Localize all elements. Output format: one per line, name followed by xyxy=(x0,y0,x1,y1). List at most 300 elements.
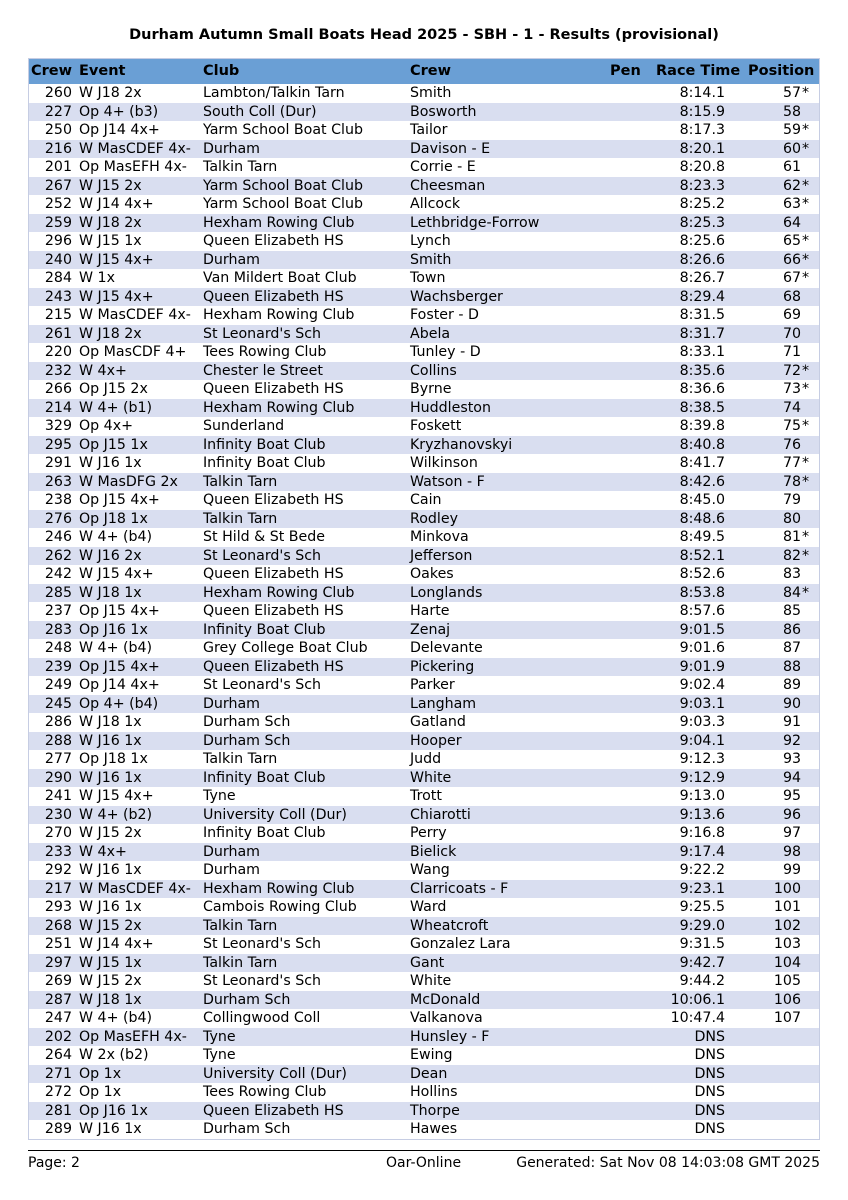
cell-race-time: 10:06.1 xyxy=(670,991,725,1008)
cell-race-time: 9:23.1 xyxy=(679,880,725,897)
cell-crew-number: 272 xyxy=(44,1084,72,1100)
cell-position: 86 xyxy=(782,621,801,638)
cell-position: 66 xyxy=(782,251,801,268)
cell-event: W 4+ (b4) xyxy=(79,1010,153,1026)
table-row xyxy=(29,473,819,492)
cell-position: 59 xyxy=(782,122,801,138)
table-row xyxy=(29,1120,819,1139)
cell-club: St Leonard's Sch xyxy=(203,936,322,952)
table-row xyxy=(29,991,819,1010)
table-row xyxy=(29,1065,819,1084)
table-row xyxy=(29,639,819,658)
cell-crew-number: 233 xyxy=(44,843,72,860)
cell-race-time: 9:13.6 xyxy=(679,806,725,823)
cell-crew-number: 220 xyxy=(44,344,72,360)
cell-crew: Rodley xyxy=(410,510,458,527)
cell-crew-number: 240 xyxy=(44,251,72,268)
cell-crew-number: 288 xyxy=(44,732,72,749)
footer-source: Oar-Online xyxy=(386,1155,462,1171)
cell-crew: Davison - E xyxy=(410,140,491,157)
cell-position: 70 xyxy=(782,325,801,342)
cell-event: W 2x (b2) xyxy=(79,1047,149,1063)
cell-event: Op J15 2x xyxy=(79,381,148,397)
cell-club: St Leonard's Sch xyxy=(203,677,322,693)
table-row xyxy=(29,658,819,677)
cell-crew: Delevante xyxy=(410,640,483,656)
table-row xyxy=(29,547,819,566)
cell-provisional-mark: * xyxy=(802,122,810,138)
cell-crew: Smith xyxy=(410,85,452,101)
cell-race-time: 8:57.6 xyxy=(679,603,725,619)
cell-club: Cambois Rowing Club xyxy=(203,899,357,915)
table-row xyxy=(29,362,819,381)
cell-crew-number: 250 xyxy=(44,122,72,138)
table-row xyxy=(29,140,819,159)
cell-club: Yarm School Boat Club xyxy=(203,122,363,138)
table-row xyxy=(29,325,819,344)
cell-position: 93 xyxy=(782,751,801,767)
table-body xyxy=(29,84,819,1139)
cell-crew-number: 238 xyxy=(44,492,72,508)
cell-crew-number: 270 xyxy=(44,825,72,841)
cell-club: Infinity Boat Club xyxy=(203,769,326,786)
generated-timestamp: Generated: Sat Nov 08 14:03:08 GMT 2025 xyxy=(516,1155,820,1171)
table-row xyxy=(29,288,819,307)
cell-position: 73 xyxy=(782,381,801,397)
table-row xyxy=(29,843,819,862)
cell-event: W 1x xyxy=(79,270,115,286)
cell-crew: Valkanova xyxy=(410,1010,483,1026)
cell-race-time: 8:25.6 xyxy=(679,233,725,249)
cell-race-time: 8:48.6 xyxy=(679,510,725,527)
table-row xyxy=(29,306,819,325)
cell-crew-number: 277 xyxy=(44,751,72,767)
cell-event: W J18 2x xyxy=(79,214,142,231)
cell-position: 62 xyxy=(782,177,801,194)
table-row xyxy=(29,1102,819,1121)
cell-position: 102 xyxy=(773,917,801,934)
table-row xyxy=(29,750,819,769)
cell-race-time: 8:25.2 xyxy=(679,196,725,212)
cell-race-time: DNS xyxy=(694,1121,725,1137)
cell-club: Durham Sch xyxy=(203,714,291,730)
table-row xyxy=(29,917,819,936)
cell-position: 107 xyxy=(773,1010,801,1026)
cell-crew-number: 285 xyxy=(44,584,72,601)
cell-position: 60 xyxy=(782,140,801,157)
page-number: Page: 2 xyxy=(28,1155,80,1171)
cell-crew-number: 268 xyxy=(44,917,72,934)
cell-club: Durham xyxy=(203,843,261,860)
table-row xyxy=(29,417,819,436)
table-row xyxy=(29,454,819,473)
table-row xyxy=(29,251,819,270)
cell-club: Queen Elizabeth HS xyxy=(203,288,344,305)
table-row xyxy=(29,769,819,788)
cell-crew-number: 241 xyxy=(44,788,72,804)
cell-crew-number: 245 xyxy=(44,695,72,712)
cell-crew-number: 264 xyxy=(44,1047,72,1063)
cell-crew: Kryzhanovskyi xyxy=(410,436,513,453)
cell-event: Op 1x xyxy=(79,1065,122,1082)
cell-club: University Coll (Dur) xyxy=(203,806,347,823)
cell-crew: White xyxy=(410,973,452,989)
cell-race-time: 8:33.1 xyxy=(679,344,725,360)
cell-position: 85 xyxy=(782,603,801,619)
cell-position: 61 xyxy=(782,159,801,175)
cell-crew-number: 271 xyxy=(44,1065,72,1082)
table-row xyxy=(29,214,819,233)
cell-position: 72 xyxy=(782,362,801,379)
table-row xyxy=(29,898,819,917)
cell-race-time: 8:26.7 xyxy=(679,270,725,286)
cell-club: Infinity Boat Club xyxy=(203,455,326,471)
cell-crew-number: 261 xyxy=(44,325,72,342)
table-row xyxy=(29,732,819,751)
table-row xyxy=(29,935,819,954)
cell-crew-number: 259 xyxy=(44,214,72,231)
cell-club: Durham xyxy=(203,695,261,712)
cell-event: Op J15 4x+ xyxy=(79,492,160,508)
cell-position: 101 xyxy=(773,899,801,915)
table-row xyxy=(29,806,819,825)
cell-crew-number: 269 xyxy=(44,973,72,989)
cell-event: Op 4+ (b4) xyxy=(79,695,159,712)
cell-provisional-mark: * xyxy=(802,455,810,471)
cell-club: Queen Elizabeth HS xyxy=(203,658,344,675)
cell-club: Talkin Tarn xyxy=(203,954,278,971)
cell-race-time: 8:31.5 xyxy=(679,307,725,323)
cell-crew-number: 217 xyxy=(44,880,72,897)
cell-race-time: DNS xyxy=(694,1028,725,1045)
cell-crew-number: 239 xyxy=(44,658,72,675)
cell-event: Op MasEFH 4x- xyxy=(79,159,187,175)
cell-club: South Coll (Dur) xyxy=(203,103,317,120)
table-row xyxy=(29,380,819,399)
cell-event: W J16 1x xyxy=(79,1121,142,1137)
cell-position: 95 xyxy=(782,788,801,804)
cell-position: 98 xyxy=(782,843,801,860)
cell-crew: Allcock xyxy=(410,196,461,212)
cell-club: Yarm School Boat Club xyxy=(203,177,363,194)
cell-crew: Trott xyxy=(410,788,442,804)
cell-provisional-mark: * xyxy=(802,584,810,601)
cell-race-time: DNS xyxy=(694,1102,725,1119)
cell-race-time: 8:49.5 xyxy=(679,529,725,545)
cell-crew: Pickering xyxy=(410,658,475,675)
cell-crew-number: 237 xyxy=(44,603,72,619)
header-pen: Pen xyxy=(610,63,641,79)
cell-crew-number: 291 xyxy=(44,455,72,471)
cell-crew-number: 287 xyxy=(44,991,72,1008)
cell-event: W J18 1x xyxy=(79,991,142,1008)
cell-race-time: DNS xyxy=(694,1047,725,1063)
cell-crew: Hunsley - F xyxy=(410,1028,490,1045)
cell-event: W J16 1x xyxy=(79,899,142,915)
cell-club: St Leonard's Sch xyxy=(203,973,322,989)
cell-club: Tyne xyxy=(203,1047,236,1063)
cell-event: W J15 2x xyxy=(79,177,142,194)
table-row xyxy=(29,584,819,603)
cell-crew-number: 232 xyxy=(44,362,72,379)
cell-event: W J15 2x xyxy=(79,973,142,989)
cell-event: W J18 1x xyxy=(79,584,142,601)
cell-position: 77 xyxy=(782,455,801,471)
cell-crew-number: 246 xyxy=(44,529,72,545)
cell-event: Op J16 1x xyxy=(79,621,148,638)
cell-club: Chester le Street xyxy=(203,362,323,379)
cell-event: W MasDFG 2x xyxy=(79,473,178,490)
cell-crew: Lynch xyxy=(410,233,451,249)
cell-position: 99 xyxy=(782,862,801,878)
cell-crew: Wilkinson xyxy=(410,455,478,471)
cell-event: Op J15 4x+ xyxy=(79,603,160,619)
table-row xyxy=(29,528,819,547)
cell-race-time: DNS xyxy=(694,1084,725,1100)
table-row xyxy=(29,602,819,621)
cell-race-time: 8:14.1 xyxy=(679,85,725,101)
cell-crew-number: 293 xyxy=(44,899,72,915)
footer-divider xyxy=(28,1150,820,1151)
table-row xyxy=(29,103,819,122)
cell-position: 104 xyxy=(773,954,801,971)
cell-race-time: 8:15.9 xyxy=(679,103,725,120)
cell-crew-number: 295 xyxy=(44,436,72,453)
cell-crew-number: 227 xyxy=(44,103,72,120)
cell-club: Queen Elizabeth HS xyxy=(203,1102,344,1119)
table-row xyxy=(29,269,819,288)
cell-event: W MasCDEF 4x- xyxy=(79,140,191,157)
cell-race-time: 8:52.1 xyxy=(679,547,725,564)
cell-event: W J15 4x+ xyxy=(79,788,154,804)
cell-race-time: 10:47.4 xyxy=(670,1010,725,1026)
cell-crew-number: 248 xyxy=(44,640,72,656)
table-row xyxy=(29,343,819,362)
cell-club: Talkin Tarn xyxy=(203,510,278,527)
cell-event: W 4x+ xyxy=(79,362,127,379)
cell-crew: Gant xyxy=(410,954,445,971)
cell-provisional-mark: * xyxy=(802,381,810,397)
cell-crew-number: 292 xyxy=(44,862,72,878)
cell-crew: Thorpe xyxy=(410,1102,460,1119)
cell-position: 105 xyxy=(773,973,801,989)
cell-crew: Huddleston xyxy=(410,399,491,416)
cell-club: Durham Sch xyxy=(203,1121,291,1137)
cell-crew: Collins xyxy=(410,362,457,379)
cell-club: Talkin Tarn xyxy=(203,917,278,934)
cell-crew: White xyxy=(410,769,452,786)
cell-race-time: 8:20.1 xyxy=(679,140,725,157)
cell-position: 67 xyxy=(782,270,801,286)
cell-position: 92 xyxy=(782,732,801,749)
cell-position: 100 xyxy=(773,880,801,897)
cell-club: Tyne xyxy=(203,788,236,804)
cell-race-time: 9:12.9 xyxy=(679,769,725,786)
cell-crew-number: 260 xyxy=(44,85,72,101)
cell-position: 106 xyxy=(773,991,801,1008)
cell-crew-number: 297 xyxy=(44,954,72,971)
cell-position: 96 xyxy=(782,806,801,823)
cell-club: Hexham Rowing Club xyxy=(203,214,355,231)
cell-race-time: 8:23.3 xyxy=(679,177,725,194)
cell-position: 84 xyxy=(782,584,801,601)
cell-crew: Bielick xyxy=(410,843,457,860)
cell-race-time: 8:52.6 xyxy=(679,566,725,582)
table-row xyxy=(29,510,819,529)
cell-provisional-mark: * xyxy=(802,473,810,490)
cell-position: 81 xyxy=(782,529,801,545)
cell-position: 91 xyxy=(782,714,801,730)
cell-club: Queen Elizabeth HS xyxy=(203,492,344,508)
cell-crew: Zenaj xyxy=(410,621,451,638)
cell-position: 94 xyxy=(782,769,801,786)
cell-crew: Town xyxy=(410,270,446,286)
cell-provisional-mark: * xyxy=(802,251,810,268)
cell-provisional-mark: * xyxy=(802,177,810,194)
cell-event: W J18 2x xyxy=(79,325,142,342)
cell-event: Op 4+ (b3) xyxy=(79,103,159,120)
header-crew: Crew xyxy=(410,63,452,79)
cell-club: Hexham Rowing Club xyxy=(203,880,355,897)
cell-crew-number: 276 xyxy=(44,510,72,527)
cell-crew: Abela xyxy=(410,325,451,342)
cell-provisional-mark: * xyxy=(802,196,810,212)
table-row xyxy=(29,565,819,584)
cell-club: Hexham Rowing Club xyxy=(203,399,355,416)
cell-crew: Ewing xyxy=(410,1047,453,1063)
cell-crew: Wachsberger xyxy=(410,288,503,305)
cell-crew-number: 242 xyxy=(44,566,72,582)
cell-crew-number: 284 xyxy=(44,270,72,286)
cell-crew: Judd xyxy=(410,751,442,767)
cell-club: Queen Elizabeth HS xyxy=(203,233,344,249)
cell-provisional-mark: * xyxy=(802,418,810,434)
cell-club: St Hild & St Bede xyxy=(203,529,325,545)
table-row xyxy=(29,972,819,991)
cell-race-time: 9:04.1 xyxy=(679,732,725,749)
cell-crew-number: 263 xyxy=(44,473,72,490)
cell-club: Infinity Boat Club xyxy=(203,436,326,453)
cell-race-time: 8:25.3 xyxy=(679,214,725,231)
cell-crew-number: 286 xyxy=(44,714,72,730)
cell-race-time: 8:17.3 xyxy=(679,122,725,138)
cell-club: Queen Elizabeth HS xyxy=(203,381,344,397)
cell-crew-number: 247 xyxy=(44,1010,72,1026)
cell-club: Hexham Rowing Club xyxy=(203,307,355,323)
cell-race-time: 9:13.0 xyxy=(679,788,725,804)
results-table xyxy=(28,58,820,1140)
cell-position: 58 xyxy=(782,103,801,120)
cell-club: Durham Sch xyxy=(203,991,291,1008)
cell-club: Lambton/Talkin Tarn xyxy=(203,85,345,101)
cell-race-time: 8:41.7 xyxy=(679,455,725,471)
cell-crew: Corrie - E xyxy=(410,159,476,175)
cell-event: Op J15 4x+ xyxy=(79,658,160,675)
cell-crew-number: 252 xyxy=(44,196,72,212)
cell-crew-number: 230 xyxy=(44,806,72,823)
cell-crew: McDonald xyxy=(410,991,481,1008)
cell-provisional-mark: * xyxy=(802,270,810,286)
cell-crew: Foster - D xyxy=(410,307,479,323)
cell-crew: Longlands xyxy=(410,584,483,601)
cell-race-time: 8:20.8 xyxy=(679,159,725,175)
cell-event: W 4+ (b4) xyxy=(79,529,153,545)
cell-club: Tees Rowing Club xyxy=(203,344,327,360)
cell-event: W MasCDEF 4x- xyxy=(79,307,191,323)
cell-crew: Lethbridge-Forrow xyxy=(410,214,540,231)
table-row xyxy=(29,861,819,880)
cell-provisional-mark: * xyxy=(802,140,810,157)
cell-crew: Gatland xyxy=(410,714,466,730)
header-position: Position xyxy=(748,63,815,79)
cell-event: W J15 2x xyxy=(79,825,142,841)
cell-position: 82 xyxy=(782,547,801,564)
cell-crew: Smith xyxy=(410,251,452,268)
table-row xyxy=(29,676,819,695)
header-race-time: Race Time xyxy=(656,63,741,79)
cell-race-time: 9:22.2 xyxy=(679,862,725,878)
cell-position: 90 xyxy=(782,695,801,712)
cell-crew-number: 266 xyxy=(44,381,72,397)
cell-position: 74 xyxy=(782,399,801,416)
cell-event: W J16 1x xyxy=(79,862,142,878)
header-event: Event xyxy=(79,63,126,79)
cell-club: Grey College Boat Club xyxy=(203,640,368,656)
cell-race-time: 9:03.1 xyxy=(679,695,725,712)
cell-provisional-mark: * xyxy=(802,233,810,249)
table-row xyxy=(29,1083,819,1102)
cell-crew: Byrne xyxy=(410,381,452,397)
cell-crew: Dean xyxy=(410,1065,448,1082)
cell-position: 83 xyxy=(782,566,801,582)
cell-position: 64 xyxy=(782,214,801,231)
cell-event: Op J18 1x xyxy=(79,510,148,527)
cell-race-time: 8:35.6 xyxy=(679,362,725,379)
page-title: Durham Autumn Small Boats Head 2025 - SBH - 1 - Results (provisional) xyxy=(129,27,719,43)
cell-event: W J14 4x+ xyxy=(79,936,154,952)
cell-club: Durham xyxy=(203,140,261,157)
table-row xyxy=(29,713,819,732)
table-row xyxy=(29,880,819,899)
cell-event: W 4x+ xyxy=(79,843,127,860)
table-row xyxy=(29,491,819,510)
cell-event: Op 4x+ xyxy=(79,418,133,434)
cell-club: Queen Elizabeth HS xyxy=(203,566,344,582)
cell-club: Talkin Tarn xyxy=(203,751,278,767)
cell-race-time: 9:25.5 xyxy=(679,899,725,915)
cell-event: W J16 2x xyxy=(79,547,142,564)
cell-position: 88 xyxy=(782,658,801,675)
cell-event: W J15 4x+ xyxy=(79,288,154,305)
cell-provisional-mark: * xyxy=(802,547,810,564)
cell-event: W J15 1x xyxy=(79,233,142,249)
cell-position: 68 xyxy=(782,288,801,305)
cell-crew: Langham xyxy=(410,695,477,712)
cell-position: 80 xyxy=(782,510,801,527)
cell-event: W J14 4x+ xyxy=(79,196,154,212)
cell-event: W J15 4x+ xyxy=(79,566,154,582)
cell-event: W J18 1x xyxy=(79,714,142,730)
cell-crew-number: 329 xyxy=(44,418,72,434)
cell-club: Sunderland xyxy=(203,418,285,434)
cell-club: Hexham Rowing Club xyxy=(203,584,355,601)
cell-position: 75 xyxy=(782,418,801,434)
cell-crew-number: 283 xyxy=(44,621,72,638)
cell-event: W MasCDEF 4x- xyxy=(79,880,191,897)
cell-race-time: 8:42.6 xyxy=(679,473,725,490)
table-row xyxy=(29,1009,819,1028)
cell-event: W 4+ (b1) xyxy=(79,399,153,416)
